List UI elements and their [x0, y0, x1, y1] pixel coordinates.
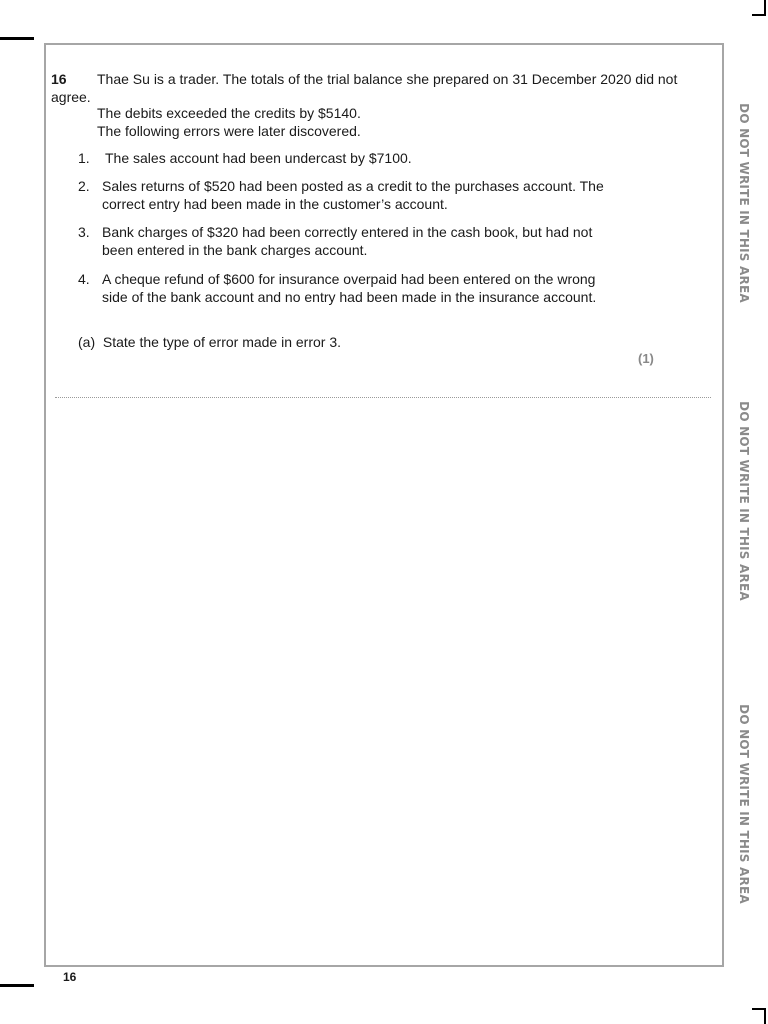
crop-mark-right-bottom-v — [764, 1008, 766, 1024]
marks-indicator: (1) — [638, 351, 654, 366]
margin-warning-text: DO NOT WRITE IN THIS AREA — [737, 704, 751, 904]
error-text: A cheque refund of $600 for insurance overpaid had been entered on the wrong side of the bank account and no entry had been made in the insurance account. — [102, 271, 597, 305]
answer-line[interactable] — [55, 397, 711, 398]
crop-mark-left-bottom — [0, 984, 34, 987]
question-debits-line: The debits exceeded the credits by $5140. — [97, 105, 361, 121]
error-number: 3. — [78, 224, 90, 240]
error-text: Bank charges of $320 had been correctly entered in the cash book, but had not been entered in the bank charges account. — [102, 224, 593, 258]
question-intro-text: Thae Su is a trader. The totals of the trial balance she prepared on 31 December 2020 did not — [97, 71, 678, 87]
part-a-text: State the type of error made in error 3. — [102, 334, 342, 350]
crop-mark-right-top-h — [752, 14, 766, 16]
error-number: 2. — [78, 178, 90, 194]
error-text: Sales returns of $520 had been posted as a credit to the purchases account. The correct entry had been made in the customer’s account. — [102, 178, 604, 212]
margin-warning-text: DO NOT WRITE IN THIS AREA — [737, 401, 751, 601]
error-number: 4. — [78, 271, 90, 287]
question-errors-intro: The following errors were later discovered. — [97, 123, 361, 139]
crop-mark-right-top-v — [764, 0, 766, 14]
crop-mark-left-top — [0, 37, 34, 40]
error-number: 1. — [78, 150, 90, 166]
question-number: 16 — [51, 71, 67, 87]
question-intro-wrap: agree. — [51, 89, 91, 105]
part-a-question — [78, 333, 341, 351]
page-number: 16 — [63, 970, 77, 984]
part-a-label: (a) — [78, 334, 96, 350]
margin-warning-text: DO NOT WRITE IN THIS AREA — [737, 103, 751, 303]
question-intro — [51, 70, 701, 106]
error-text: The sales account had been undercast by $7100. — [105, 150, 412, 166]
